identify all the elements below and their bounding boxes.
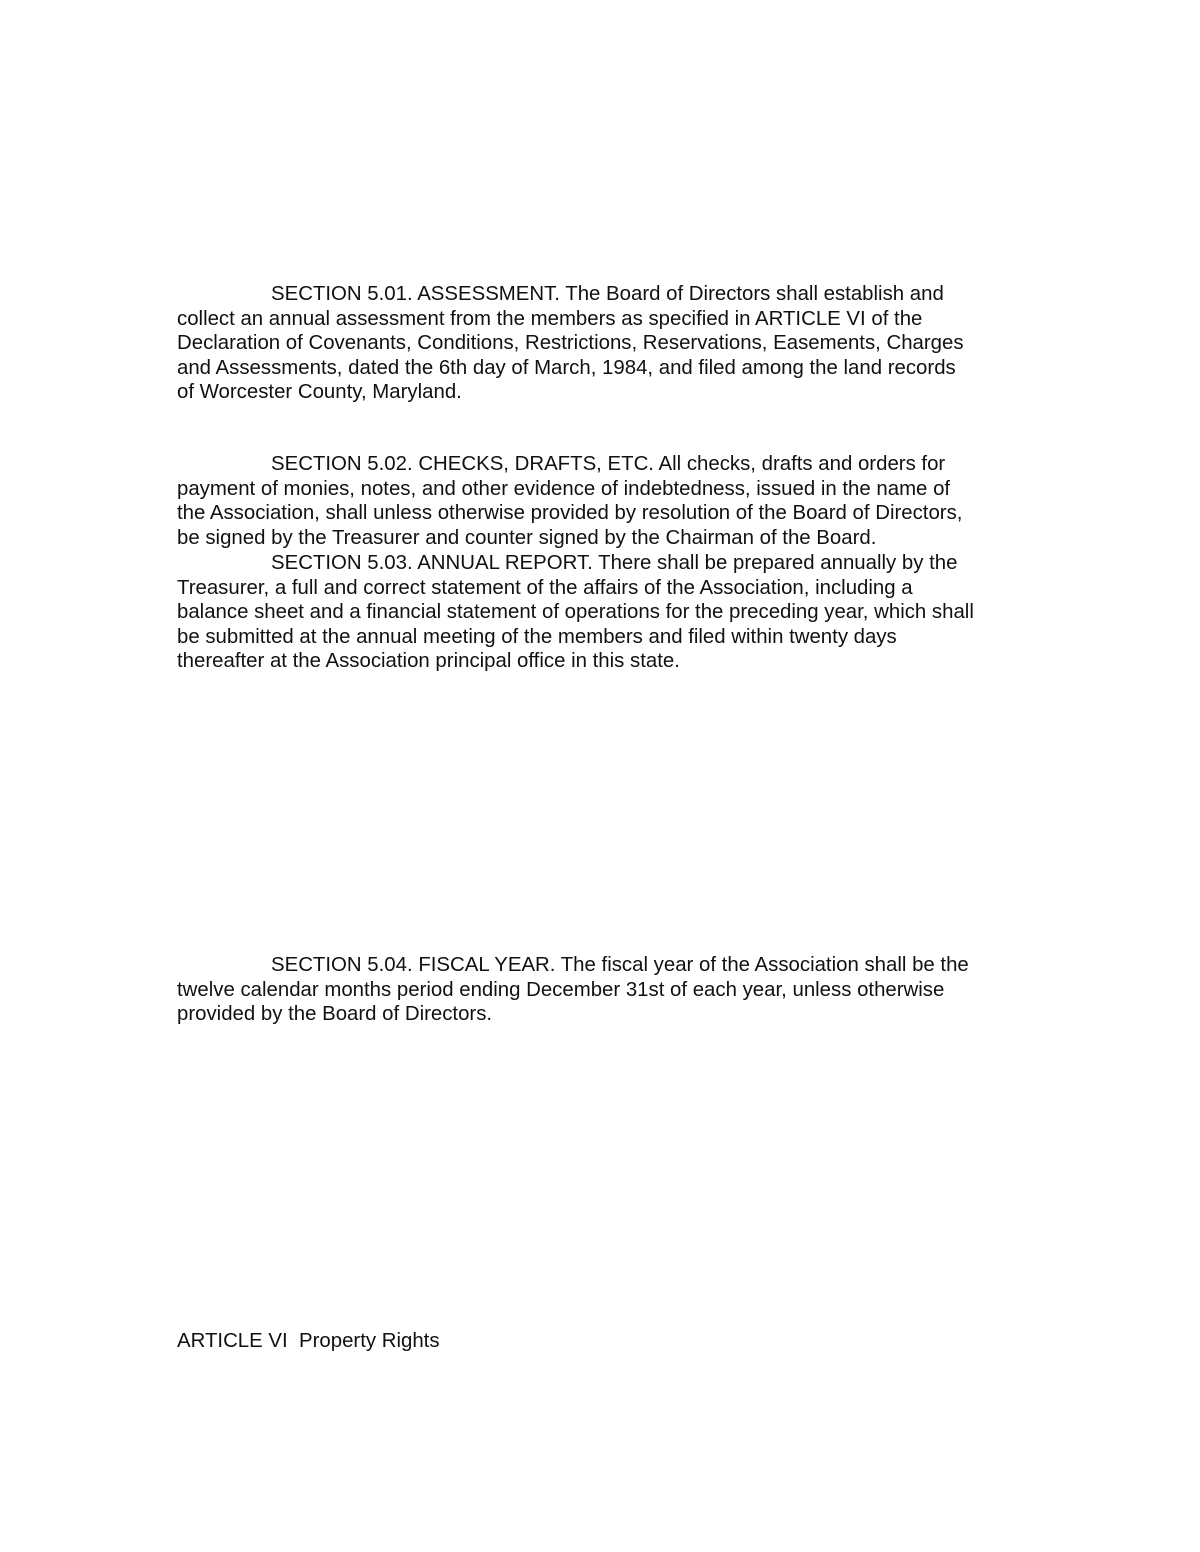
paragraph-line: provided by the Board of Directors. bbox=[177, 1003, 493, 1026]
article-vi-heading: ARTICLE VI Property Rights bbox=[177, 1330, 440, 1352]
paragraph-line: the Association, shall unless otherwise provided by resolution of the Board of Directors, bbox=[177, 502, 963, 525]
paragraph-line: balance sheet and a financial statement of operations for the preceding year, which shall bbox=[177, 601, 974, 624]
paragraph-line: SECTION 5.03. ANNUAL REPORT. There shall be prepared annually by the bbox=[271, 552, 958, 574]
section-5-01-paragraph bbox=[177, 282, 1037, 405]
section-5-04-paragraph bbox=[177, 953, 1037, 1027]
paragraph-line: SECTION 5.04. FISCAL YEAR. The fiscal year of the Association shall be the bbox=[271, 954, 969, 976]
paragraph-line: collect an annual assessment from the members as specified in ARTICLE VI of the bbox=[177, 307, 923, 330]
paragraph-line: payment of monies, notes, and other evidence of indebtedness, issued in the name of bbox=[177, 477, 951, 500]
paragraph-line: twelve calendar months period ending December 31st of each year, unless otherwise bbox=[177, 978, 945, 1001]
paragraph-line: SECTION 5.01. ASSESSMENT. The Board of Directors shall establish and bbox=[271, 283, 944, 305]
section-5-03-paragraph bbox=[177, 551, 1037, 674]
paragraph-line: Declaration of Covenants, Conditions, Restrictions, Reservations, Easements, Charges bbox=[177, 332, 964, 355]
paragraph-line: SECTION 5.02. CHECKS, DRAFTS, ETC. All checks, drafts and orders for bbox=[271, 453, 946, 475]
paragraph-line: thereafter at the Association principal office in this state. bbox=[177, 650, 680, 673]
paragraph-line: of Worcester County, Maryland. bbox=[177, 381, 462, 404]
paragraph-line: and Assessments, dated the 6th day of March, 1984, and filed among the land records bbox=[177, 356, 956, 379]
paragraph-line: be signed by the Treasurer and counter signed by the Chairman of the Board. bbox=[177, 526, 877, 549]
paragraph-line: be submitted at the annual meeting of the members and filed within twenty days bbox=[177, 625, 897, 648]
section-5-02-paragraph bbox=[177, 452, 1037, 550]
paragraph-line: Treasurer, a full and correct statement of the affairs of the Association, including a bbox=[177, 576, 913, 599]
